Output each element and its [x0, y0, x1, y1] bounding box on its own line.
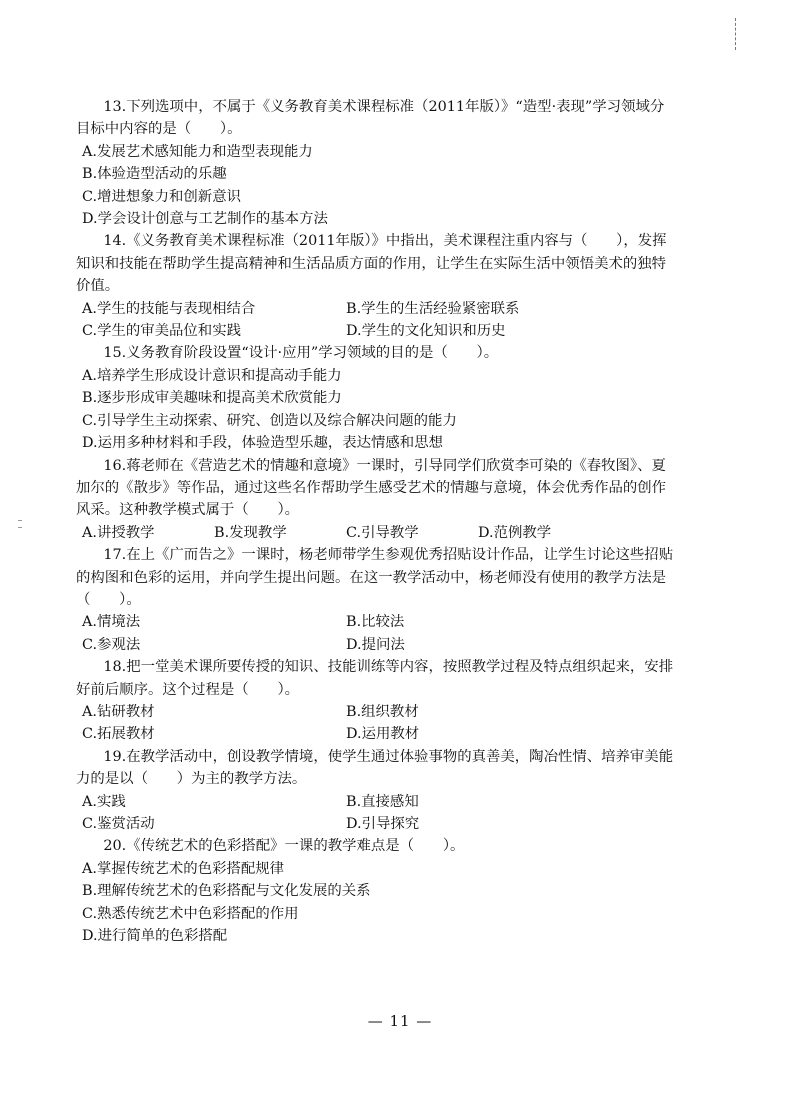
option-c: C.鉴赏活动: [82, 816, 155, 832]
question-13: [76, 96, 676, 230]
question-stem: 20.《传统艺术的色彩搭配》一课的教学难点是（ ）。: [103, 838, 465, 855]
option-d: D.运用教材: [346, 726, 420, 743]
question-16: [76, 455, 676, 545]
question-stem: 14.《义务教育美术课程标准（2011年版）》中指出，美术课程注重内容与（ ），发挥知识和技能在帮助学生提高精神和生活品质方面的作用，让学生在实际生活中领悟美术的独特价值。: [76, 233, 667, 295]
question-14: [76, 230, 676, 342]
scan-artifact: [18, 520, 22, 521]
option-a: A.实践: [82, 793, 126, 810]
option-c: C.参观法: [82, 636, 141, 653]
question-20: [76, 835, 676, 947]
question-stem: 15.义务教育阶段设置“设计·应用”学习领域的目的是（ ）。: [103, 345, 499, 362]
option-d: D.引导探究: [346, 816, 420, 832]
option-d: D.学生的文化知识和历史: [346, 323, 506, 340]
scan-artifact: [18, 527, 22, 528]
option-a: A.培养学生形成设计意识和提高动手能力: [82, 367, 342, 384]
option-b: B.组织教材: [346, 703, 419, 720]
question-stem: 16.蒋老师在《营造艺术的情趣和意境》一课时，引导同学们欣赏李可染的《春牧图》、夏加尔的《散步》等作品，通过这些名作帮助学生感受艺术的情趣与意境，体会优秀作品的创作风采。这种教学模式属于（ ）。: [76, 457, 667, 519]
option-b: B.理解传统艺术的色彩搭配与文化发展的关系: [82, 883, 371, 900]
option-a: A.学生的技能与表现相结合: [82, 300, 256, 317]
option-c: C.拓展教材: [82, 726, 155, 743]
option-b: B.发现教学: [214, 524, 287, 541]
option-d: D.范例教学: [478, 524, 552, 541]
binding-margin-mark: [735, 18, 737, 50]
option-a: A.讲授教学: [82, 524, 155, 541]
question-stem: 18.把一堂美术课所要传授的知识、技能训练等内容，按照教学过程及特点组织起来，安排好前后顺序。这个过程是（ ）。: [76, 659, 674, 698]
question-stem: 17.在上《广而告之》一课时，杨老师带学生参观优秀招贴设计作品，让学生讨论这些招贴的构图和色彩的运用，并向学生提出问题。在这一教学活动中，杨老师没有使用的教学方法是（ ）。: [76, 547, 674, 608]
option-a: A.情境法: [82, 614, 141, 631]
option-b: B.直接感知: [346, 793, 419, 810]
question-list: [76, 96, 676, 947]
option-a: A.发展艺术感知能力和造型表现能力: [82, 143, 313, 160]
option-c: C.引导学生主动探索、研究、创造以及综合解决问题的能力: [82, 412, 457, 429]
option-c: C.熟悉传统艺术中色彩搭配的作用: [82, 905, 299, 922]
option-a: A.钻研教材: [82, 703, 155, 720]
option-c: C.引导教学: [346, 524, 419, 541]
question-15: [76, 342, 676, 454]
option-b: B.逐步形成审美趣味和提高美术欣赏能力: [82, 390, 342, 407]
option-d: D.提问法: [346, 636, 405, 653]
option-b: B.学生的生活经验紧密联系: [346, 300, 520, 317]
question-17: [76, 544, 676, 656]
option-b: B.体验造型活动的乐趣: [82, 166, 227, 183]
option-c: C.增进想象力和创新意识: [82, 188, 241, 205]
option-b: B.比较法: [346, 614, 405, 631]
option-d: D.学会设计创意与工艺制作的基本方法: [82, 211, 328, 228]
question-stem: 13.下列选项中，不属于《义务教育美术课程标准（2011年版）》“造型·表现”学习领域分目标中内容的是（ ）。: [76, 99, 665, 138]
option-d: D.运用多种材料和手段，体验造型乐趣，表达情感和思想: [82, 435, 443, 452]
option-d: D.进行简单的色彩搭配: [82, 928, 228, 945]
question-18: [76, 656, 676, 746]
option-a: A.掌握传统艺术的色彩搭配规律: [82, 860, 285, 877]
question-stem: 19.在教学活动中，创设教学情境，使学生通过体验事物的真善美，陶冶性情、培养审美能力的是以（ ）为主的教学方法。: [76, 748, 674, 788]
option-c: C.学生的审美品位和实践: [82, 323, 241, 340]
page-number: — 11 —: [367, 1012, 433, 1030]
question-19: [76, 746, 676, 836]
